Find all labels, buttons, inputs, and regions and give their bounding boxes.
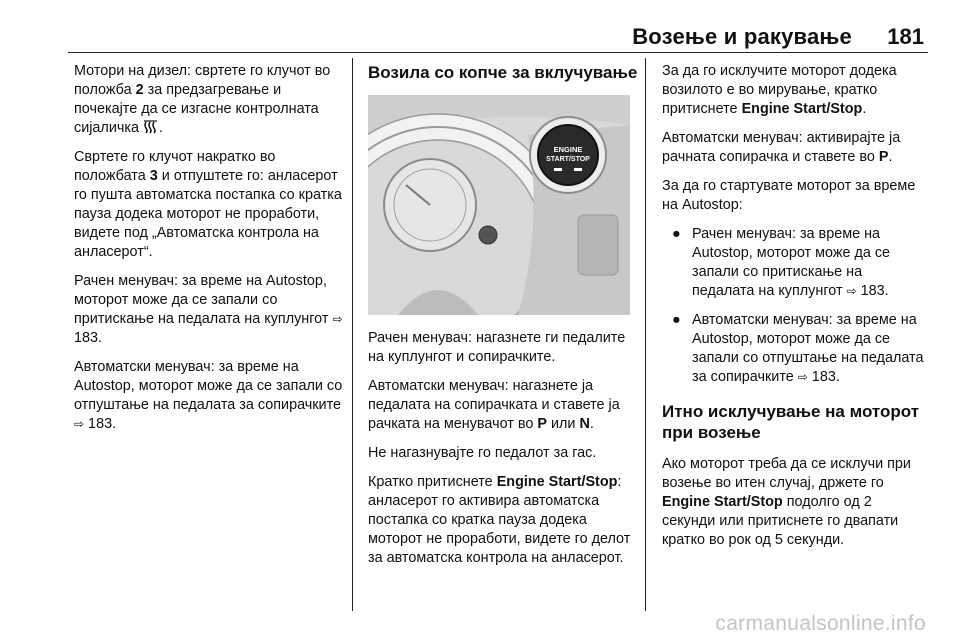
bullet-icon: ● <box>672 312 681 328</box>
column-divider <box>352 58 353 611</box>
paragraph: Кратко притиснете Engine Start/Stop: анласерот го активира автоматска постапка со кратка пауза додека моторот не проработи, видете го делот за автоматска контрола на анласерот. <box>368 474 631 566</box>
column-divider <box>645 58 646 611</box>
page-reference-arrow-icon: ⇨ <box>74 417 85 431</box>
page-reference-arrow-icon: ⇨ <box>846 284 857 298</box>
paragraph: Не нагазнувајте го педалот за гас. <box>368 445 597 461</box>
section-heading: Возила со копче за вклучување <box>368 63 638 82</box>
paragraph: Автоматски менувач: нагазнете ја педалата на сопирачката и ставете ја рачката на менувачот во P или N. <box>368 378 620 432</box>
glow-plug-icon <box>143 120 159 136</box>
list-item: ● Автоматски менувач: за време на Autostop, моторот може да се запали со отпуштање на педалата за сопирачките ⇨ 183. <box>672 312 924 385</box>
paragraph: За да го исклучите моторот додека возилото е во мирување, кратко притиснете Engine Start/Stop. <box>662 63 897 117</box>
page-title: Возење и ракување <box>632 24 852 49</box>
paragraph: За да го стартувате моторот за време на Autostop: <box>662 178 916 213</box>
paragraph: Автоматски менувач: активирајте ја рачната сопирачка и ставете во P. <box>662 130 901 165</box>
column-2 <box>368 62 640 578</box>
paragraph: Свртете го клучот накратко во положбата 3 и отпуштете го: анласерот го пушта автоматска постапка со кратка пауза додека моторот не проработи, видете под „Автоматска контрола на анласерот“. <box>74 149 342 260</box>
column-1 <box>74 62 346 444</box>
bullet-list <box>662 225 928 387</box>
watermark: carmanualsonline.info <box>715 612 926 635</box>
page-reference-arrow-icon: ⇨ <box>332 312 343 326</box>
engine-start-stop-illustration <box>368 95 630 315</box>
bullet-icon: ● <box>672 226 681 242</box>
paragraph: Рачен менувач: за време на Autostop, моторот може да се запали со притискање на педалата на куплунгот ⇨ 183. <box>74 273 343 346</box>
paragraph: Мотори на дизел: свртете го клучот во положба 2 за предзагревање и почекајте да се изгасне контролната сијаличка . <box>74 63 331 136</box>
paragraph: Автоматски менувач: за време на Autostop, моторот може да се запали со отпуштање на педалата за сопирачките ⇨ 183. <box>74 359 343 432</box>
page-number: 181 <box>887 24 924 49</box>
button-label-line1: ENGINE <box>553 145 583 154</box>
page-reference-arrow-icon: ⇨ <box>797 370 808 384</box>
list-item: ● Рачен менувач: за време на Autostop, моторот може да се запали со притискање на педалата на куплунгот ⇨ 183. <box>672 226 891 299</box>
page-header <box>0 0 960 52</box>
paragraph: Ако моторот треба да се исклучи при возење во итен случај, држете го Engine Start/Stop подолго од 2 секунди или притиснете го двапати кратко во рок од 5 секунди. <box>662 456 911 548</box>
button-label-line2: START/STOP <box>546 156 590 163</box>
header-rule <box>68 52 928 53</box>
paragraph: Рачен менувач: нагазнете ги педалите на куплунгот и сопирачките. <box>368 330 626 365</box>
column-3 <box>662 62 928 560</box>
section-heading: Итно исклучување на моторот при возење <box>662 402 920 442</box>
